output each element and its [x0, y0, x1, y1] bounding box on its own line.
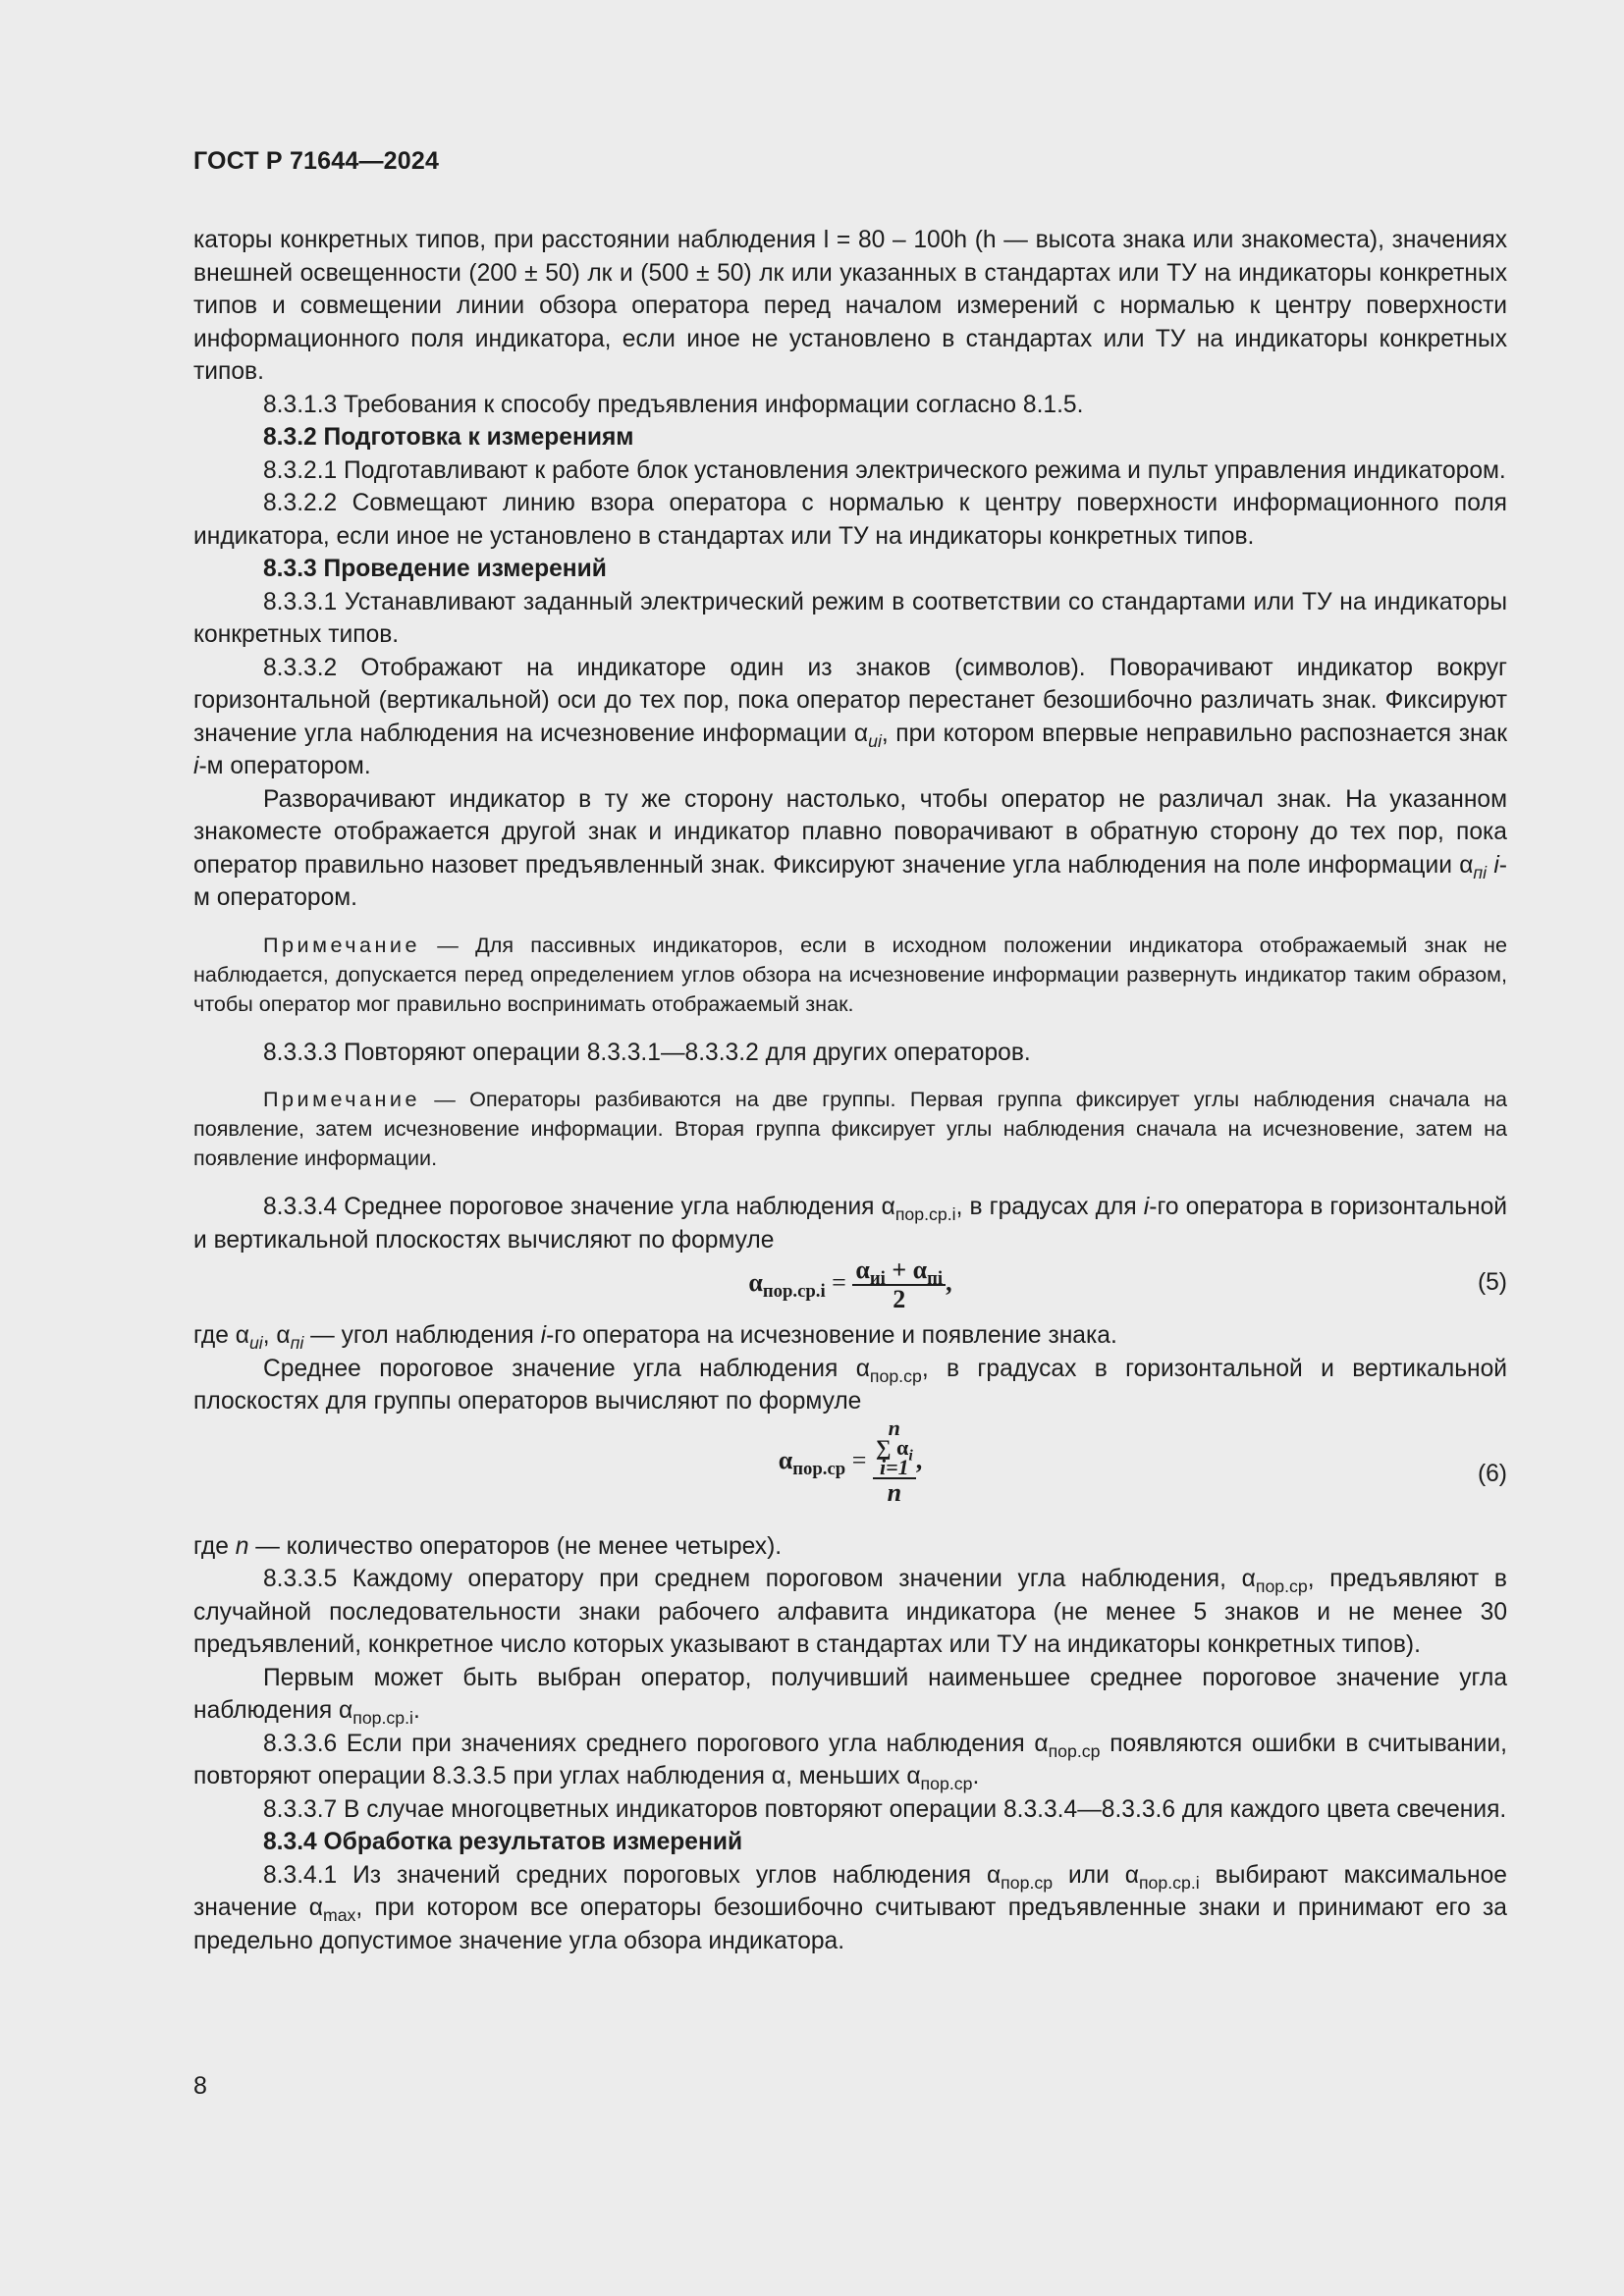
paragraph-intro: каторы конкретных типов, при расстоянии наблюдения l = 80 – 100h (h — высота знака или знакоместа), значениях внешней освещенности (200 ± 50) лк и (500 ± 50) лк или указанных в стандартах или ТУ на индикаторы конкретных типов и совмещении линии обзора оператора перед началом измерений с нормалью к центру поверхности информационного поля индикатора, если иное не установлено в стандартах или ТУ на индикаторы конкретных типов.	[193, 227, 1507, 385]
heading-8-3-2: 8.3.2 Подготовка к измерениям	[263, 424, 634, 451]
note-label: Примечание	[263, 1087, 420, 1111]
paragraph-8-3-4-1: 8.3.4.1 Из значений средних пороговых углов наблюдения $\alpha_{пор.ср}$ или $\alpha_{пор.ср.i}$ выбирают максимальное значение $\alpha_{max}$, при котором все операторы безошибочно считывают предъявленные знаки и принимают его за предельно допустимое значение угла обзора индикатора.	[193, 1861, 1507, 1954]
formula-6: $\alpha_{пор.ср}$ = n ∑ $\alpha_i$ i=1 n , (6)	[778, 1415, 1507, 1507]
where-clause-1: где $\alpha_{иi}$, $\alpha_{пi}$ — угол наблюдения i-го оператора на исчезновение и появление знака.	[193, 1322, 1117, 1353]
paragraph-8-3-2-1: 8.3.2.1 Подготавливают к работе блок установления электрического режима и пульт управления индикатором.	[263, 456, 1506, 484]
formula-5-fraction: $\frac{\alpha_{иi} + \alpha_{пi}}{2}$	[852, 1256, 946, 1313]
note-label: Примечание	[263, 932, 420, 957]
where-clause-2: где n — количество операторов (не менее четырех).	[193, 1532, 783, 1560]
paragraph-8-3-1-3: 8.3.1.3 Требования к способу предъявления информации согласно 8.1.5.	[263, 391, 1084, 418]
document-body	[193, 224, 1507, 1957]
formula-5-number: (5)	[1477, 1269, 1507, 1296]
paragraph-turn-indicator: Разворачивают индикатор в ту же сторону настолько, чтобы оператор не различал знак. На указанном знакоместе отображается другой знак и индикатор плавно поворачивают в обратную сторону до тех пор, пока оператор правильно назовет предъявленный знак. Фиксируют значение угла наблюдения на поле информации $\alpha_{пi}$ i-м оператором.	[193, 785, 1507, 911]
heading-8-3-3: 8.3.3 Проведение измерений	[263, 556, 607, 582]
paragraph-8-3-3-4: 8.3.3.4 Среднее пороговое значение угла наблюдения $\alpha_{пор.ср.i}$, в градусах для i-го оператора в горизонтальной и вертикальной плоскостях вычисляют по формуле	[193, 1194, 1507, 1254]
paragraph-first-operator: Первым может быть выбран оператор, получивший наименьшее среднее пороговое значение угла наблюдения $\alpha_{пор.ср.i}$.	[193, 1664, 1507, 1728]
page-number: 8	[193, 2072, 207, 2100]
paragraph-8-3-2-2: 8.3.2.2 Совмещают линию взора оператора с нормалью к центру поверхности информационного поля индикатора, если иное не установлено в стандартах или ТУ на индикаторы конкретных типов.	[193, 490, 1507, 550]
formula-6-number: (6)	[1477, 1460, 1507, 1487]
paragraph-8-3-3-2: 8.3.3.2 Отображают на индикаторе один из знаков (символов). Поворачивают индикатор вокруг горизонтальной (вертикальной) оси до тех пор, пока оператор перестанет безошибочно различать знак. Фиксируют значение угла наблюдения на исчезновение информации $\alpha_{иi}$, при котором впервые неправильно распознается знак i-м оператором.	[193, 654, 1507, 779]
paragraph-8-3-3-7: 8.3.3.7 В случае многоцветных индикаторов повторяют операции 8.3.3.4—8.3.3.6 для каждого цвета свечения.	[263, 1795, 1507, 1823]
paragraph-8-3-3-1: 8.3.3.1 Устанавливают заданный электрический режим в соответствии со стандартами или ТУ на индикаторы конкретных типов.	[193, 588, 1507, 648]
paragraph-8-3-3-6: 8.3.3.6 Если при значениях среднего порогового угла наблюдения $\alpha_{пор.ср}$ появляются ошибки в считывании, повторяют операции 8.3.3.5 при углах наблюдения α, меньших $\alpha_{пор.ср}$.	[193, 1730, 1507, 1793]
formula-5: $\alpha_{пор.ср.i}$ = $\frac{\alpha_{иi} + \alpha_{пi}}{2}$ , (5)	[748, 1255, 1507, 1313]
formula-6-fraction: n ∑ $\alpha_i$ i=1 n	[873, 1418, 916, 1507]
note-2: Примечание — Операторы разбиваются на две группы. Первая группа фиксирует углы наблюдения сначала на появление, затем исчезновение информации. Вторая группа фиксирует углы наблюдения сначала на исчезновение, затем на появление информации.	[193, 1087, 1507, 1170]
paragraph-8-3-3-3: 8.3.3.3 Повторяют операции 8.3.3.1—8.3.3.2 для других операторов.	[263, 1039, 1031, 1066]
document-header: ГОСТ Р 71644—2024	[193, 147, 440, 175]
paragraph-mean-threshold: Среднее пороговое значение угла наблюдения $\alpha_{пор.ср}$, в градусах в горизонтальной и вертикальной плоскостях для группы операторов вычисляют по формуле	[193, 1355, 1507, 1415]
paragraph-8-3-3-5: 8.3.3.5 Каждому оператору при среднем пороговом значении угла наблюдения, $\alpha_{пор.ср}$, предъявляют в случайной последовательности знаки рабочего алфавита индикатора (не менее 5 знаков и не менее 30 предъявлений, конкретное число которых указывают в стандартах или ТУ на индикаторы конкретных типов).	[193, 1566, 1507, 1658]
heading-8-3-4: 8.3.4 Обработка результатов измерений	[263, 1829, 743, 1855]
note-1: Примечание — Для пассивных индикаторов, если в исходном положении индикатора отображаемый знак не наблюдается, допускается перед определением углов обзора на исчезновение информации развернуть индикатор таким образом, чтобы оператор мог правильно воспринимать отображаемый знак.	[193, 932, 1507, 1016]
